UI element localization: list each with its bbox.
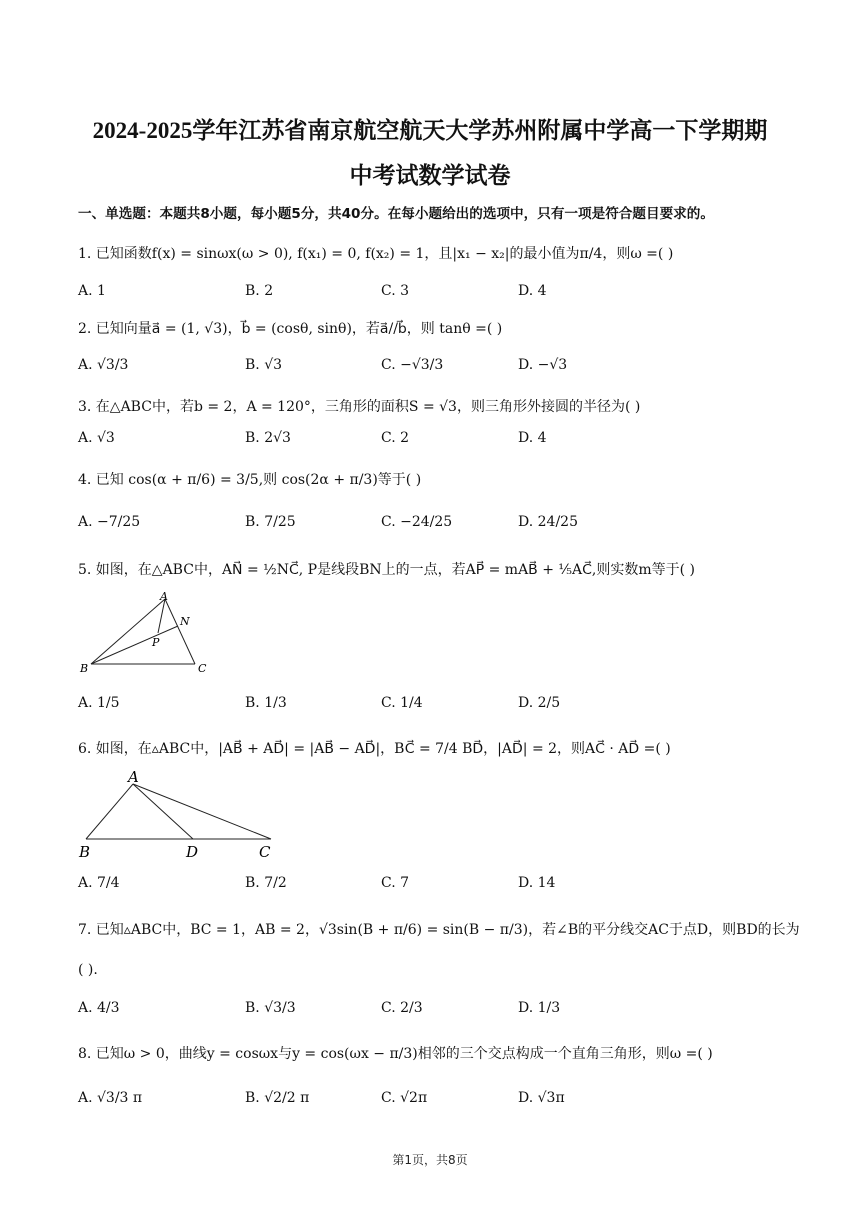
q1-option-c: C. 3 (381, 283, 410, 299)
q4-option-a: A. −7/25 (78, 514, 141, 530)
question-7: 7. 已知▵ABC中，BC = 1，AB = 2，√3sin(B + π/6) = sin(B − π/3)，若∠B的平分线交AC于点D，则BD的长为 (78, 922, 800, 938)
q3-option-d: D. 4 (518, 430, 547, 446)
label-b: B (79, 843, 91, 860)
figure-triangle-abc-n-p (76, 590, 226, 676)
q1-option-b: B. 2 (245, 283, 274, 299)
figure-triangle-abc-d (76, 768, 281, 860)
question-6: 6. 如图，在▵ABC中，|AB⃗ + AD⃗| = |AB⃗ − AD⃗|，BC⃗ = 7/4 BD⃗，|AD⃗| = 2，则AC⃗ · AD⃗ =( ) (78, 741, 671, 757)
label-d: D (186, 843, 199, 860)
label-c: C (198, 662, 207, 675)
q8-option-c: C. √2π (381, 1090, 428, 1106)
q6-option-d: D. 14 (518, 875, 556, 891)
q3-option-c: C. 2 (381, 430, 410, 446)
q4-option-d: D. 24/25 (518, 514, 578, 530)
q3-option-b: B. 2√3 (245, 430, 291, 446)
q5-option-c: C. 1/4 (381, 695, 423, 711)
label-a: A (160, 590, 168, 603)
q2-option-b: B. √3 (245, 357, 283, 373)
q7-option-a: A. 4/3 (78, 1000, 120, 1016)
q6-option-a: A. 7/4 (78, 875, 120, 891)
q2-option-a: A. √3/3 (78, 357, 129, 373)
q2-option-c: C. −√3/3 (381, 357, 444, 373)
section-heading: 一、单选题：本题共8小题，每小题5分，共40分。在每小题给出的选项中，只有一项是符合题目要求的。 (78, 206, 714, 222)
q5-option-d: D. 2/5 (518, 695, 561, 711)
title-line-1: 2024-2025学年江苏省南京航空航天大学苏州附属中学高一下学期期 (92, 118, 768, 143)
q7-option-c: C. 2/3 (381, 1000, 423, 1016)
question-1: 1. 已知函数f(x) = sinωx(ω > 0), f(x₁) = 0, f(x₂) = 1，且|x₁ − x₂|的最小值为π/4，则ω =( ) (78, 246, 674, 262)
q3-option-a: A. √3 (78, 430, 115, 446)
label-a: A (128, 768, 139, 786)
q5-option-a: A. 1/5 (78, 695, 120, 711)
question-8: 8. 已知ω > 0，曲线y = cosωx与y = cos(ωx − π/3)相邻的三个交点构成一个直角三角形，则ω =( ) (78, 1046, 713, 1062)
label-p: P (152, 636, 160, 649)
q6-option-b: B. 7/2 (245, 875, 287, 891)
q2-option-d: D. −√3 (518, 357, 568, 373)
q1-option-a: A. 1 (78, 283, 106, 299)
question-5: 5. 如图，在△ABC中，AN⃗ = ½NC⃗, P是线段BN上的一点，若AP⃗ = mAB⃗ + ⅕AC⃗,则实数m等于( ) (78, 562, 695, 578)
q5-option-b: B. 1/3 (245, 695, 287, 711)
label-n: N (180, 615, 190, 628)
question-3: 3. 在△ABC中，若b = 2，A = 120°，三角形的面积S = √3，则三角形外接圆的半径为( ) (78, 399, 641, 415)
label-b: B (80, 662, 89, 675)
q4-option-b: B. 7/25 (245, 514, 296, 530)
q8-option-d: D. √3π (518, 1090, 565, 1106)
q7-option-d: D. 1/3 (518, 1000, 561, 1016)
title-line-2: 中考试数学试卷 (349, 163, 511, 188)
q8-option-b: B. √2/2 π (245, 1090, 310, 1106)
page-footer: 第1页，共8页 (392, 1153, 468, 1167)
label-c: C (259, 843, 271, 860)
q1-option-d: D. 4 (518, 283, 547, 299)
question-4: 4. 已知 cos(α + π/6) = 3/5,则 cos(2α + π/3)等于( ) (78, 472, 422, 488)
question-7-continued: ( ). (78, 962, 98, 978)
q7-option-b: B. √3/3 (245, 1000, 296, 1016)
q8-option-a: A. √3/3 π (78, 1090, 143, 1106)
q4-option-c: C. −24/25 (381, 514, 453, 530)
q6-option-c: C. 7 (381, 875, 410, 891)
question-2: 2. 已知向量a⃗ = (1, √3)，b⃗ = (cosθ, sinθ)，若a⃗//b⃗，则 tanθ =( ) (78, 321, 503, 337)
